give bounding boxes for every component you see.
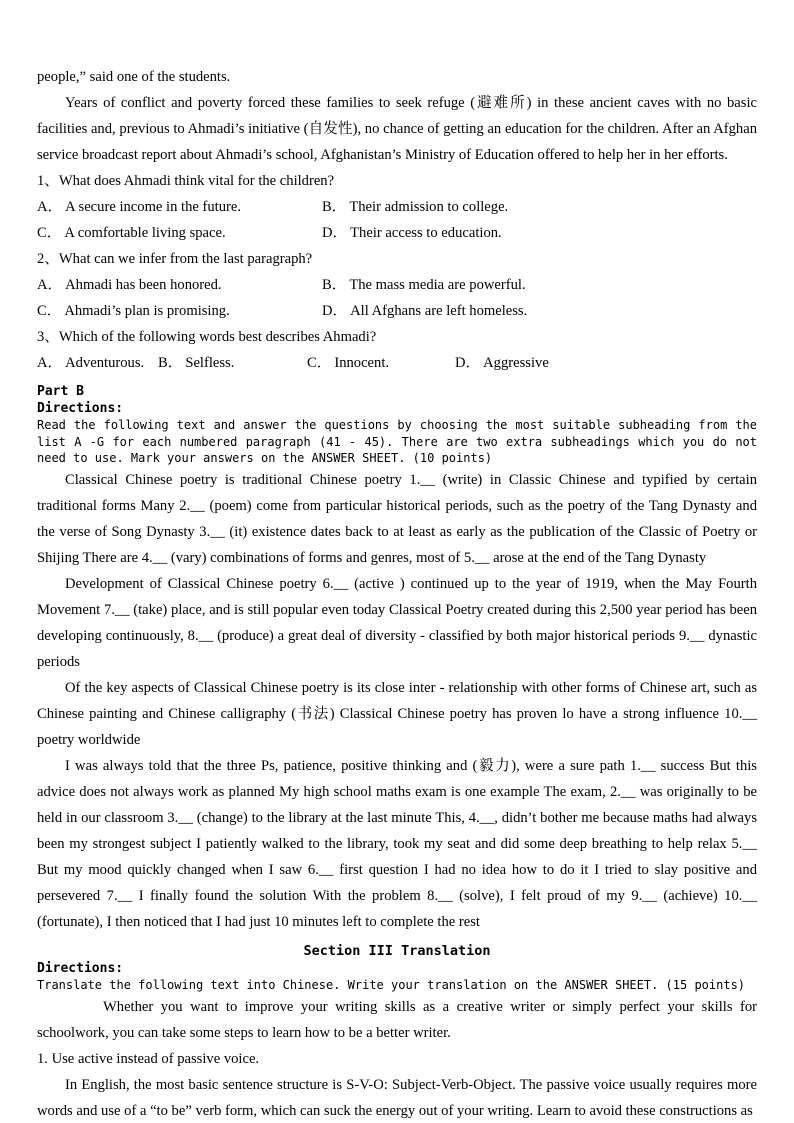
question-stem	[37, 324, 757, 350]
cloze-paragraph-1: Classical Chinese poetry is traditional Chinese poetry 1.__ (write) in Classic Chinese and typified by certain traditional forms Many 2.__ (poem) come from particular historical periods, such as the poetry of the Tang Dynasty and the verse of Song Dynasty 3.__ (it) existence dates back to at least as early as the publication of the Classic of Poetry or Shijing There are 4.__ (vary) combinations of forms and genres, most of 5.__ arose at the end of the Tang Dynasty	[37, 471, 757, 566]
section3-title: Section III Translation	[303, 942, 491, 959]
option-label: A．	[37, 355, 63, 371]
translation-intro-paragraph: Whether you want to improve your writing skills as a creative writer or simply perfect your skills for schoolwork, you can take some steps to learn how to be a better writer.	[37, 998, 757, 1041]
part-b-title: Part B	[37, 384, 84, 399]
option-label: B．	[158, 355, 183, 371]
question-number: 3、	[37, 329, 59, 345]
question-stem	[37, 246, 757, 272]
question-number: 2、	[37, 251, 59, 267]
question-options	[37, 350, 757, 376]
option-label: D．	[322, 303, 348, 319]
section3-directions-text: Translate the following text into Chinese. Write your translation on the ANSWER SHEET. (15 points)	[37, 978, 746, 992]
option-item[interactable]	[322, 272, 757, 298]
option-item[interactable]	[307, 350, 455, 376]
option-text: Innocent.	[334, 355, 390, 371]
section3-directions-label: Directions:	[37, 960, 124, 976]
option-text: A comfortable living space.	[64, 225, 226, 241]
option-text: Their access to education.	[350, 225, 502, 241]
option-label: C．	[307, 355, 332, 371]
option-label: B．	[322, 277, 347, 293]
cloze-paragraph-2: Development of Classical Chinese poetry 6.__ (active ) continued up to the year of 1919, when the May Fourth Movement 7.__ (take) place, and is still popular even today Classical Poetry created during this 2,500 year period has been developing continuously, 8.__ (produce) a great deal of diversity - classified by both major historical periods 9.__ dynastic periods	[37, 575, 757, 670]
question-text: What can we infer from the last paragraph?	[58, 251, 313, 267]
option-label: A．	[37, 199, 63, 215]
option-text: Adventurous.	[65, 355, 145, 371]
question-options	[37, 272, 757, 324]
option-text: A secure income in the future.	[65, 199, 242, 215]
option-item[interactable]	[158, 350, 307, 376]
option-text: The mass media are powerful.	[349, 277, 526, 293]
option-label: C．	[37, 225, 62, 241]
part-b-section	[37, 384, 757, 467]
option-text: Selfless.	[185, 355, 235, 371]
question-text: What does Ahmadi think vital for the children?	[58, 173, 335, 189]
question-number: 1、	[37, 173, 59, 189]
option-item[interactable]	[322, 194, 757, 220]
part-b-directions-label: Directions:	[37, 400, 124, 416]
option-text: Ahmadi’s plan is promising.	[64, 303, 230, 319]
option-item[interactable]	[37, 272, 322, 298]
option-item[interactable]	[322, 220, 757, 246]
cloze-paragraph-3: Of the key aspects of Classical Chinese poetry is its close inter - relationship with other forms of Chinese art, such as Chinese painting and Chinese calligraphy (书法) Classical Chinese poetry has proven lo have a strong influence 10.__ poetry worldwide	[37, 679, 757, 748]
question-stem	[37, 168, 757, 194]
option-text: Ahmadi has been honored.	[65, 277, 222, 293]
option-item[interactable]	[37, 298, 322, 324]
option-text: All Afghans are left homeless.	[350, 303, 528, 319]
option-label: D．	[322, 225, 348, 241]
option-label: D．	[455, 355, 481, 371]
option-item[interactable]	[322, 298, 757, 324]
question-3	[37, 324, 757, 376]
option-item[interactable]	[37, 220, 322, 246]
question-options	[37, 194, 757, 246]
question-1	[37, 168, 757, 246]
option-label: A．	[37, 277, 63, 293]
reading-partial-line: people,” said one of the students.	[37, 69, 231, 85]
cloze-paragraph-4: I was always told that the three Ps, patience, positive thinking and (毅力), were a sure path 1.__ success But this advice does not always work as planned My high school maths exam is one example The exam, 2.__ was originally to be held in our classroom 3.__ (change) to the library at the last minute This, 4.__, didn’t bother me because maths had always been my strongest subject I patiently walked to the library, took my seat and did some deep breathing to help relax 5.__ But my mood quickly changed when I saw 6.__ first question I had no idea how to do it I tried to slay positive and persevered 7.__ I finally found the solution With the problem 8.__ (solve), I felt proud of my 9.__ (achieve) 10.__ (fortunate), I then noticed that I had just 10 minutes left to complete the rest	[37, 757, 757, 930]
option-text: Aggressive	[483, 355, 549, 371]
option-item[interactable]	[37, 350, 158, 376]
option-label: B．	[322, 199, 347, 215]
tip1-paragraph: In English, the most basic sentence structure is S-V-O: Subject-Verb-Object. The passive voice usually requires more words and use of a “to be” verb form, which can suck the energy out of your writing. Learn to avoid these constructions as	[37, 1076, 757, 1119]
tip1-heading: 1. Use active instead of passive voice.	[37, 1050, 260, 1067]
question-2	[37, 246, 757, 324]
question-text: Which of the following words best describes Ahmadi?	[58, 329, 377, 345]
option-label: C．	[37, 303, 62, 319]
option-text: Their admission to college.	[349, 199, 509, 215]
option-item[interactable]	[455, 350, 757, 376]
reading-paragraph: Years of conflict and poverty forced these families to seek refuge (避难所) in these ancient caves with no basic facilities and, previous to Ahmadi’s initiative (自发性), no chance of getting an education for the children. After an Afghan service broadcast report about Ahmadi’s school, Afghanistan’s Ministry of Education offered to help her in her efforts.	[37, 95, 757, 163]
part-b-directions-text: Read the following text and answer the questions by choosing the most suitable subheading from the list A -G for each numbered paragraph (41 - 45). There are two extra subheadings which you do not need to use. Mark your answers on the ANSWER SHEET. (10 points)	[37, 418, 757, 465]
option-item[interactable]	[37, 194, 322, 220]
